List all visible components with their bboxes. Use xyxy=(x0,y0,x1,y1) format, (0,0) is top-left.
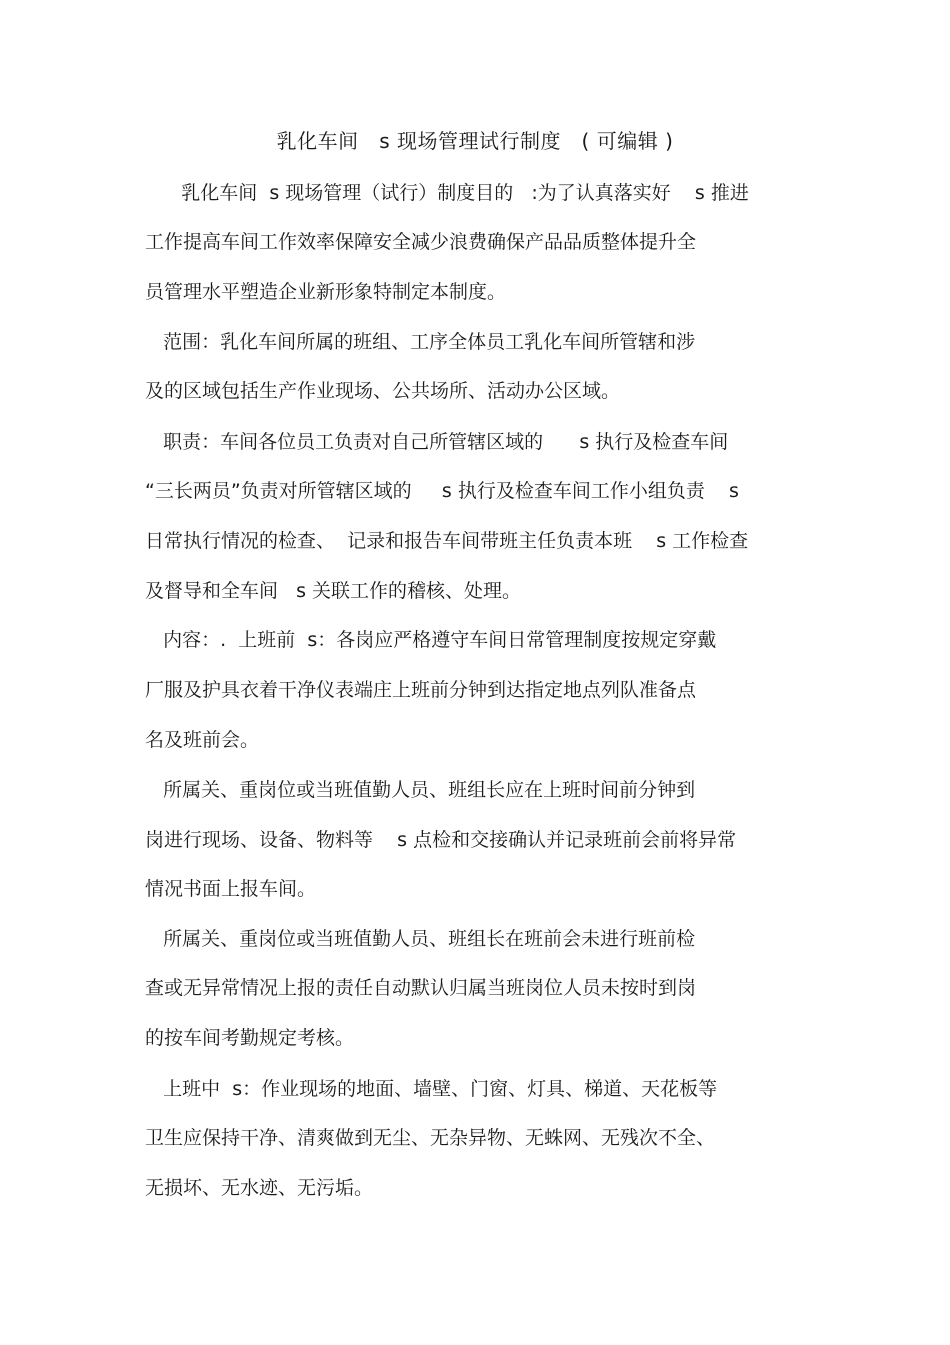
paragraph-line: 名及班前会。 xyxy=(145,729,260,751)
paragraph-line: “三长两员”负责对所管辖区域的 s 执行及检查车间工作小组负责 s xyxy=(145,480,739,502)
paragraph-line: 日常执行情况的检查、 记录和报告车间带班主任负责本班 s 工作检查 xyxy=(145,530,749,552)
paragraph-line: 所属关、重岗位或当班值勤人员、班组长应在上班时间前分钟到 xyxy=(145,779,696,801)
paragraph-line: 岗进行现场、设备、物料等 s 点检和交接确认并记录班前会前将异常 xyxy=(145,829,737,851)
paragraph-line: 上班中 s：作业现场的地面、墙壁、门窗、灯具、梯道、天花板等 xyxy=(145,1078,718,1100)
paragraph-line: 查或无异常情况上报的责任自动默认归属当班岗位人员未按时到岗 xyxy=(145,977,697,999)
paragraph-line: 厂服及护具衣着干净仪表端庄上班前分钟到达指定地点列队准备点 xyxy=(145,679,697,701)
paragraph-line: 内容：. 上班前 s：各岗应严格遵守车间日常管理制度按规定穿戴 xyxy=(145,629,717,651)
paragraph-line: 范围：乳化车间所属的班组、工序全体员工乳化车间所管辖和涉 xyxy=(145,331,696,353)
document-title: 乳化车间 s 现场管理试行制度 ( 可编辑 ) xyxy=(276,129,674,153)
paragraph-line: 及督导和全车间 s 关联工作的稽核、处理。 xyxy=(145,580,522,602)
paragraph-line: 乳化车间 s 现场管理（试行）制度目的 :为了认真落实好 s 推进 xyxy=(145,182,749,204)
paragraph-line: 卫生应保持干净、清爽做到无尘、无杂异物、无蛛网、无残次不全、 xyxy=(145,1127,716,1149)
paragraph-line: 无损坏、无水迹、无污垢。 xyxy=(145,1177,374,1199)
paragraph-line: 情况书面上报车间。 xyxy=(145,878,317,900)
paragraph-line: 所属关、重岗位或当班值勤人员、班组长在班前会未进行班前检 xyxy=(145,928,696,950)
paragraph-line: 工作提高车间工作效率保障安全减少浪费确保产品品质整体提升全 xyxy=(145,231,697,253)
paragraph-line: 职责：车间各位员工负责对自己所管辖区域的 s 执行及检查车间 xyxy=(145,431,729,453)
paragraph-line: 员管理水平塑造企业新形象特制定本制度。 xyxy=(145,281,507,303)
paragraph-line: 的按车间考勤规定考核。 xyxy=(145,1027,355,1049)
paragraph-line: 及的区域包括生产作业现场、公共场所、活动办公区域。 xyxy=(145,380,621,402)
